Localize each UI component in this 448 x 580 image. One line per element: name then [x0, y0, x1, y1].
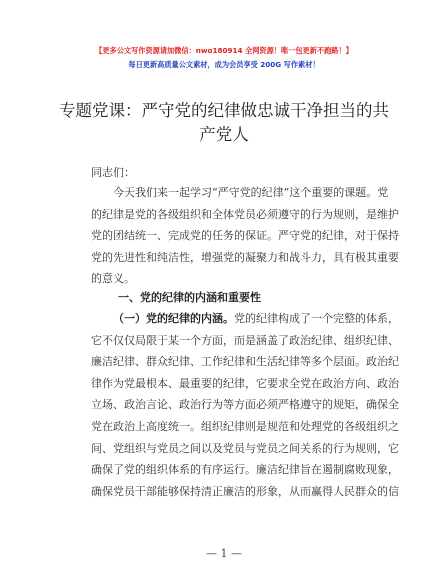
body-line-first [91, 308, 399, 330]
body-line: 廉洁纪律、群众纪律、工作纪律和生活纪律等多个层面。政治纪 [91, 355, 399, 369]
intro-paragraph [91, 182, 399, 290]
document-title-line-2: 产党人 [199, 125, 249, 144]
body-line: 律作为党最根本、最重要的纪律，它要求全党在政治方向、政治 [91, 376, 399, 390]
body-line: 立场、政治言论、政治行为等方面必须严格遵守的规矩，确保全 [91, 398, 399, 412]
promo-banner-line-1: 【更多公文写作资源请加微信：nwo180914 全网资源！唯一包更新不跑路！】 [95, 46, 353, 55]
intro-line: 党的先进性和纯洁性，增强党的凝聚力和战斗力，具有极其重要 [91, 250, 399, 264]
document-title-line-1: 专题党课：严守党的纪律做忠诚干净担当的共 [59, 101, 389, 120]
page-number: — 1 — [206, 547, 242, 560]
body-line-text: 党的纪律构成了一个完整的体系， [234, 312, 399, 325]
promo-banner-line-2: 每日更新高质量公文素材，成为会员享受 200G 写作素材！ [128, 60, 320, 69]
body-line: 党在政治上高度统一。组织纪律则是规范和处理党的各级组织之 [91, 419, 399, 433]
section-heading: 一、党的纪律的内涵和重要性 [118, 291, 261, 304]
body-line: 间、党组织与党员之间以及党员与党员之间关系的行为规则，它 [91, 441, 399, 455]
body-line: 它不仅仅局限于某一个方面，而是涵盖了政治纪律、组织纪律、 [91, 333, 399, 347]
intro-line: 的意义。 [91, 272, 135, 286]
body-line: 确保党员干部能够保持清正廉洁的形象，从而赢得人民群众的信 [91, 484, 399, 498]
body-line: 确保了党的组织体系的有序运行。廉洁纪律旨在遏制腐败现象， [91, 463, 399, 477]
greeting: 同志们： [91, 166, 135, 179]
intro-line: 的纪律是党的各级组织和全体党员必须遵守的行为规则，是维护 [91, 207, 399, 221]
intro-line: 今天我们来一起学习“严守党的纪律”这个重要的课题。党 [113, 186, 389, 199]
subsection-lead: （一）党的纪律的内涵。 [113, 312, 234, 325]
body-paragraph [91, 308, 399, 502]
intro-line: 党的团结统一、完成党的任务的保证。严守党的纪律，对于保持 [91, 229, 399, 243]
